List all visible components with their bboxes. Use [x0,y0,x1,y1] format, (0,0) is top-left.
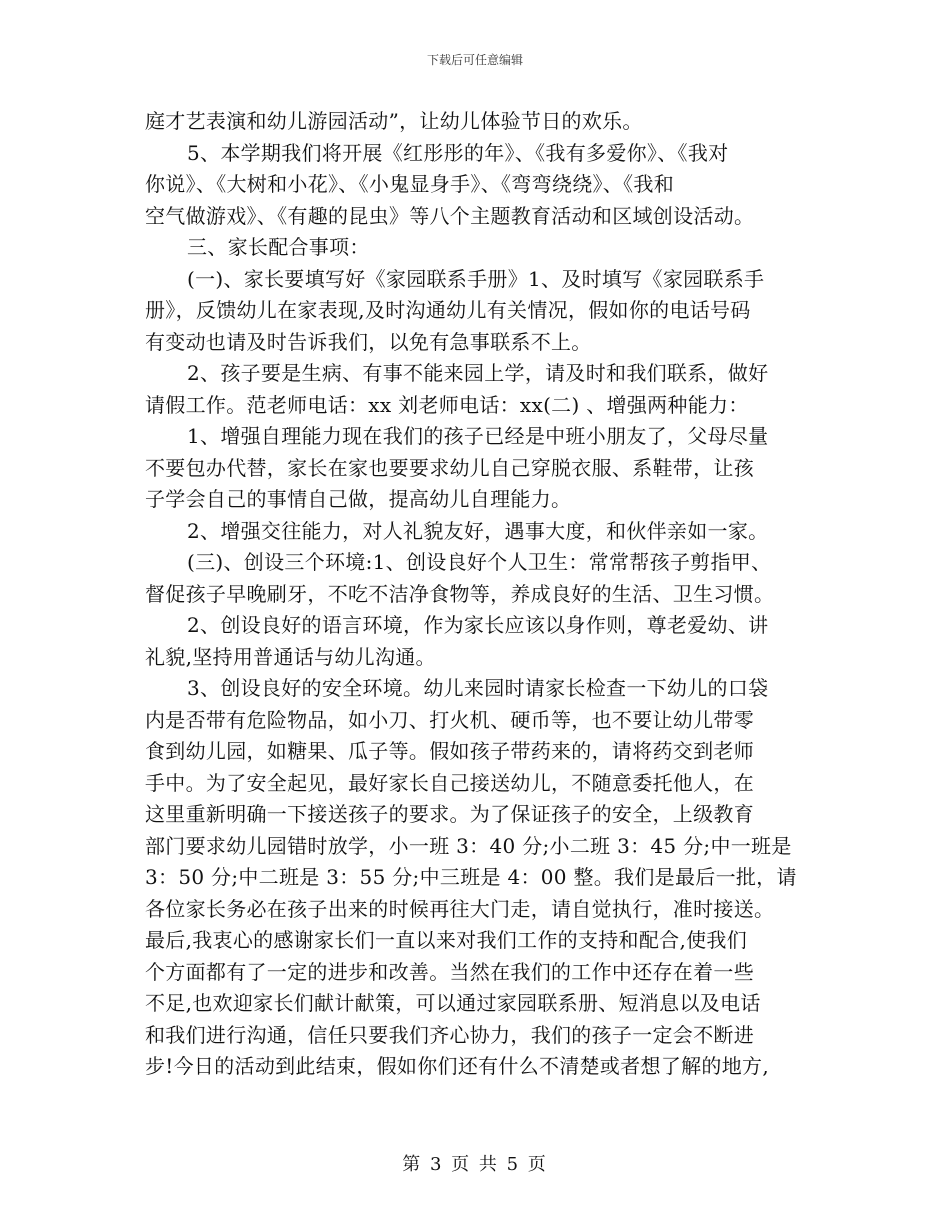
body-text-line: 2、孩子要是生病、有事不能来园上学，请及时和我们联系，做好 [187,361,769,385]
body-text-line: 内是否带有危险物品，如小刀、打火机、硬币等，也不要让幼儿带零 [145,707,754,732]
body-text-line: 三、家长配合事项： [187,235,370,259]
body-text-line: 最后,我衷心的感谢家长们一直以来对我们工作的支持和配合,使我们 [145,928,748,952]
body-text-line: (三)、创设三个环境:1、创设良好个人卫生：常常帮孩子剪指甲、 [187,550,772,574]
body-text-line: (一)、家长要填写好《家园联系手册》1、及时填写《家园联系手 [187,266,765,291]
body-text-line: 3、创设良好的安全环境。幼儿来园时请家长检查一下幼儿的口袋 [187,676,769,700]
body-text-line: 3：50 分;中二班是 3：55 分;中三班是 4：00 整。我们是最后一批，请 [145,865,797,889]
body-text-line: 子学会自己的事情自己做，提高幼儿自理能力。 [145,487,572,511]
body-text-line: 2、创设良好的语言环境，作为家长应该以身作则，尊老爱幼、讲 [187,613,769,637]
body-text-line: 2、增强交往能力，对人礼貌友好，遇事大度，和伙伴亲如一家。 [187,518,769,543]
body-text-line: 和我们进行沟通，信任只要我们齐心协力，我们的孩子一定会不断进 [145,1022,754,1047]
body-text-line: 有变动也请及时告诉我们，以免有急事联系不上。 [145,329,592,354]
body-text-line: 请假工作。范老师电话：xx 刘老师电话：xx(二) 、增强两种能力： [145,392,749,417]
body-text-line: 督促孩子早晚刷牙，不吃不洁净食物等，养成良好的生活、卫生习惯。 [145,581,775,606]
body-text-line: 部门要求幼儿园错时放学，小一班 3：40 分;小二班 3：45 分;中一班是 [145,833,792,858]
body-text-line: 空气做游戏》、《有趣的昆虫》等八个主题教育活动和区域创设活动。 [145,203,755,228]
body-text-line: 5、本学期我们将开展《红彤彤的年》、《我有多爱你》、《我对 [187,140,729,165]
body-text-line: 册》，反馈幼儿在家表现,及时沟通幼儿有关情况，假如你的电话号码 [145,298,751,322]
body-text-line: 步!今日的活动到此结束，假如你们还有什么不清楚或者想了解的地方, [145,1054,769,1078]
body-text-line: 不要包办代替，家长在家也要要求幼儿自己穿脱衣服、系鞋带，让孩 [145,455,754,480]
page-header: 下载后可任意编辑 [426,53,523,67]
body-text-line: 1、增强自理能力现在我们的孩子已经是中班小朋友了，父母尽量 [187,424,769,448]
body-text-line: 个方面都有了一定的进步和改善。当然在我们的工作中还存在着一些 [145,959,754,984]
body-text-line: 手中。为了安全起见，最好家长自己接送幼儿，不随意委托他人，在 [145,770,754,795]
body-text-line: 食到幼儿园，如糖果、瓜子等。假如孩子带药来的，请将药交到老师 [145,739,754,763]
body-text-line: 各位家长务必在孩子出来的时候再往大门走，请自觉执行，准时接送。 [145,896,775,921]
page-footer: 第 3 页 共 5 页 [402,1154,548,1175]
body-text-line: 不足,也欢迎家长们献计献策，可以通过家园联系册、短消息以及电话 [145,991,761,1015]
body-text-line: 你说》、《大树和小花》、《小鬼显身手》、《弯弯绕绕》、《我和 [145,172,674,196]
body-text-line: 礼貌,坚持用普通话与幼儿沟通。 [145,644,436,669]
document-body [145,106,817,1083]
body-text-line: 这里重新明确一下接送孩子的要求。为了保证孩子的安全，上级教育 [145,802,754,826]
body-text-line: 庭才艺表演和幼儿游园活动”，让幼儿体验节日的欢乐。 [145,109,643,133]
